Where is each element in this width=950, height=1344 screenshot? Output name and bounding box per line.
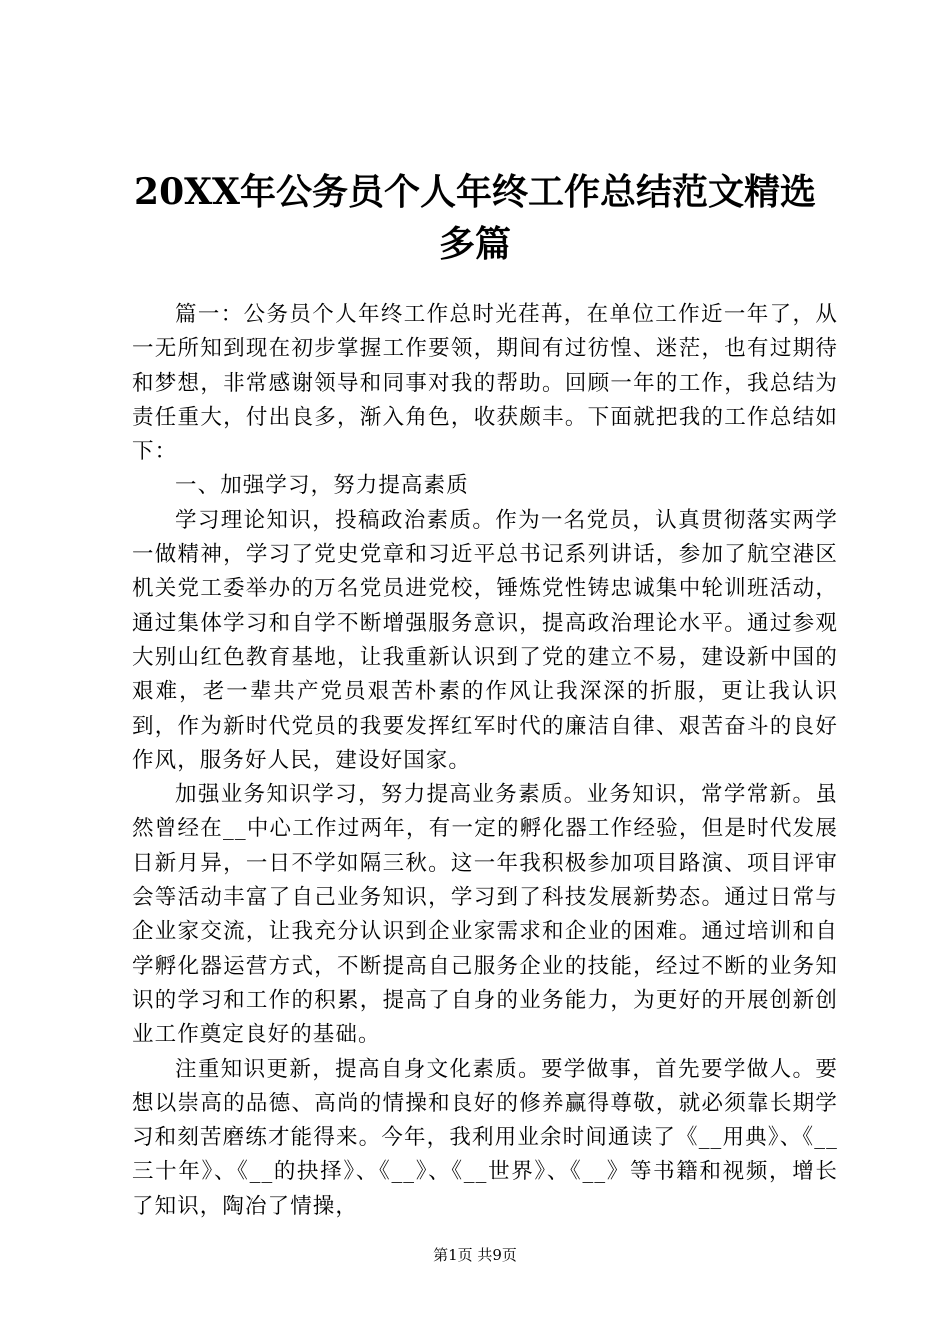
document-body <box>132 298 838 1224</box>
paragraph-business-study: 加强业务知识学习，努力提高业务素质。业务知识，常学常新。虽然曾经在__中心工作过两年，有一定的孵化器工作经验，但是时代发展日新月异，一日不学如隔三秋。这一年我积极参加项目路演、项目评审会等活动丰富了自己业务知识，学习到了科技发展新势态。通过日常与企业家交流，让我充分认识到企业家需求和企业的困难。通过培训和自学孵化器运营方式，不断提高自己服务企业的技能，经过不断的业务知识的学习和工作的积累，提高了自身的业务能力，为更好的开展创新创业工作奠定良好的基础。 <box>132 782 838 1048</box>
paragraph-theory-study: 学习理论知识，投稿政治素质。作为一名党员，认真贯彻落实两学一做精神，学习了党史党章和习近平总书记系列讲话，参加了航空港区机关党工委举办的万名党员进党校，锤炼党性铸忠诚集中轮训班活动，通过集体学习和自学不断增强服务意识，提高政治理论水平。通过参观大别山红色教育基地，让我重新认识到了党的建立不易，建设新中国的艰难，老一辈共产党员艰苦朴素的作风让我深深的折服，更让我认识到，作为新时代党员的我要发挥红军时代的廉洁自律、艰苦奋斗的良好作风，服务好人民，建设好国家。 <box>132 507 838 773</box>
paragraph-intro: 篇一：公务员个人年终工作总时光荏苒，在单位工作近一年了，从一无所知到现在初步掌握工作要领，期间有过彷惶、迷茫，也有过期待和梦想，非常感谢领导和同事对我的帮助。回顾一年的工作，我总结为责任重大，付出良多，渐入角色，收获颇丰。下面就把我的工作总结如下： <box>132 302 838 465</box>
paragraph-knowledge-update: 注重知识更新，提高自身文化素质。要学做事，首先要学做人。要想以崇高的品德、高尚的情操和良好的修养赢得尊敬，就必须靠长期学习和刻苦磨练才能得来。今年，我利用业余时间通读了《__用典》、《__三十年》、《__的抉择》、《__》、《__世界》、《__》等书籍和视频，增长了知识，陶冶了情操， <box>132 1056 838 1219</box>
document-title: 20XX年公务员个人年终工作总结范文精选多篇 <box>134 171 816 265</box>
section-heading-1: 一、加强学习，努力提高素质 <box>175 473 469 499</box>
page-footer: 第1页 共9页 <box>433 1246 517 1264</box>
